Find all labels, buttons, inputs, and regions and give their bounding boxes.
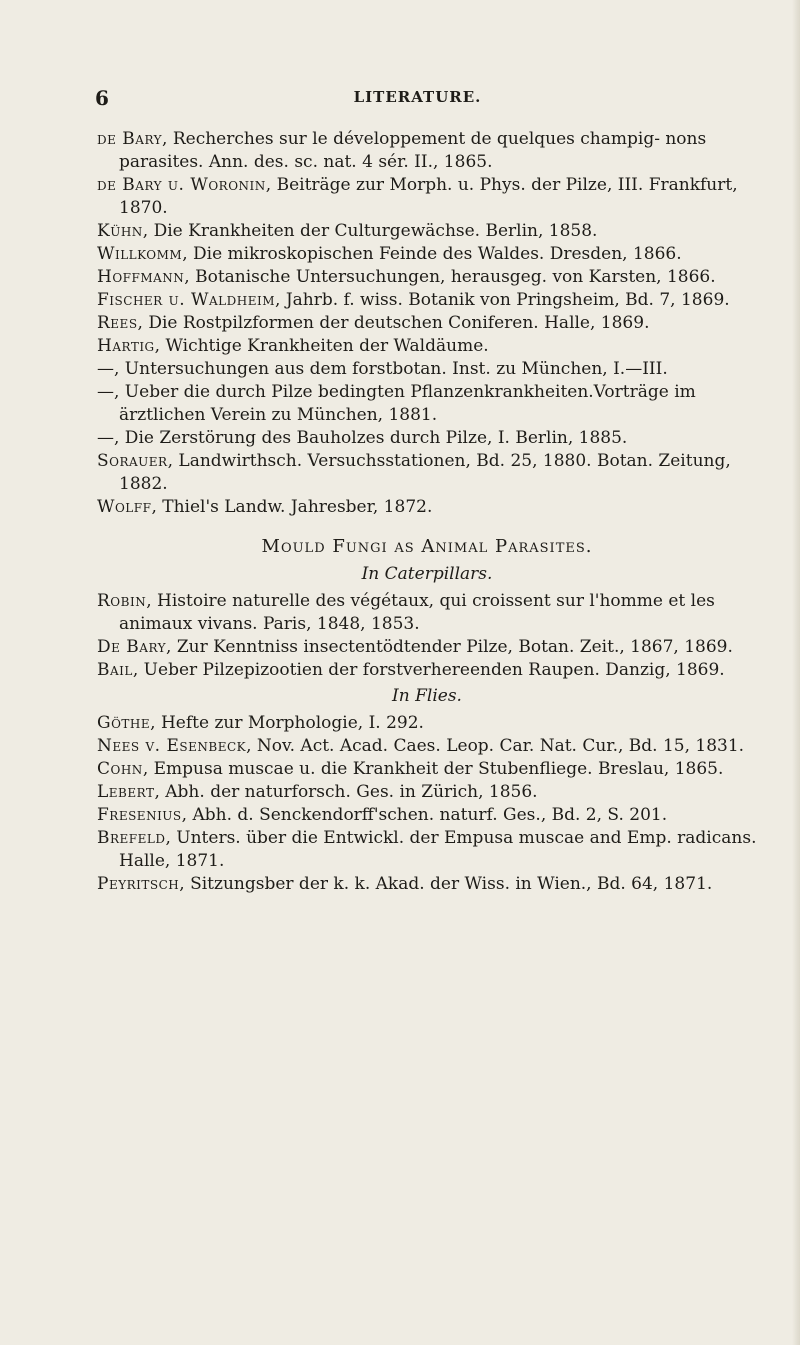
reference-text: , Empusa muscae u. die Krankheit der Stubenfliege. Breslau, 1865. <box>142 759 724 779</box>
subsection-flies: In Flies. <box>392 686 462 706</box>
reference-list-flies <box>97 712 757 896</box>
reference-author: de Bary u. Woronin <box>97 175 266 195</box>
reference-entry <box>97 312 757 335</box>
reference-text: , Abh. d. Senckendorff'schen. naturf. Ges., Bd. 2, S. 201. <box>181 805 668 825</box>
reference-author: de Bary <box>97 129 163 149</box>
page-edge-shadow <box>792 0 800 1345</box>
reference-entry <box>97 243 757 266</box>
reference-list-caterpillars <box>97 590 757 682</box>
reference-entry <box>97 174 757 220</box>
reference-text: , Die mikroskopischen Feinde des Waldes. Dresden, 1866. <box>182 244 682 264</box>
reference-entry <box>97 128 757 174</box>
reference-entry <box>97 450 757 496</box>
reference-entry <box>97 335 757 358</box>
reference-author: Wolff <box>97 497 152 517</box>
reference-text: , Ueber Pilzepizootien der forstverhereenden Raupen. Danzig, 1869. <box>132 660 725 680</box>
reference-entry <box>97 220 757 243</box>
reference-author: Willkomm <box>97 244 183 264</box>
reference-author: Sorauer <box>97 451 168 471</box>
reference-text: , Sitzungsber der k. k. Akad. der Wiss. in Wien., Bd. 64, 1871. <box>179 874 713 894</box>
reference-entry <box>97 712 757 735</box>
reference-text: , Botanische Untersuchungen, herausgeg. von Karsten, 1866. <box>184 267 716 287</box>
reference-entry <box>97 735 757 758</box>
subsection-caterpillars: In Caterpillars. <box>361 564 493 584</box>
reference-author: Brefeld <box>97 828 166 848</box>
reference-text: —, Untersuchungen aus dem forstbotan. Inst. zu München, I.—III. <box>97 359 668 379</box>
reference-entry <box>97 781 757 804</box>
reference-author: Hartig <box>97 336 155 356</box>
reference-entry <box>97 289 757 312</box>
reference-entry <box>97 636 757 659</box>
reference-text: , Landwirthsch. Versuchsstationen, Bd. 25, 1880. Botan. Zeitung, 1882. <box>119 451 731 494</box>
reference-text: —, Ueber die durch Pilze bedingten Pflanzenkrankheiten.Vorträge im ärztlichen Verein zu München, 1881. <box>97 382 696 425</box>
reference-text: , Wichtige Krankheiten der Waldäume. <box>154 336 489 356</box>
reference-entry <box>97 266 757 289</box>
reference-entry <box>97 358 757 381</box>
reference-author: Fischer u. Waldheim <box>97 290 276 310</box>
reference-author: Kühn <box>97 221 143 241</box>
section-title: Mould Fungi as Animal Parasites. <box>261 536 593 557</box>
reference-text: , Hefte zur Morphologie, I. 292. <box>150 713 424 733</box>
reference-entry <box>97 758 757 781</box>
reference-entry <box>97 827 757 873</box>
reference-author: Bail <box>97 660 133 680</box>
reference-text: , Nov. Act. Acad. Caes. Leop. Car. Nat. Cur., Bd. 15, 1831. <box>246 736 745 756</box>
reference-text: , Die Krankheiten der Culturgewächse. Berlin, 1858. <box>142 221 598 241</box>
running-head: LITERATURE. <box>353 88 482 106</box>
reference-author: De Bary <box>97 637 167 657</box>
reference-text: , Die Rostpilzformen der deutschen Coniferen. Halle, 1869. <box>137 313 650 333</box>
reference-text: , Zur Kenntniss insectentödtender Pilze, Botan. Zeit., 1867, 1869. <box>166 637 733 657</box>
reference-entry <box>97 804 757 827</box>
reference-author: Cohn <box>97 759 143 779</box>
reference-author: Robin <box>97 591 147 611</box>
reference-text: , Jahrb. f. wiss. Botanik von Pringsheim, Bd. 7, 1869. <box>275 290 730 310</box>
page-header <box>95 86 740 110</box>
reference-text: —, Die Zerstörung des Bauholzes durch Pilze, I. Berlin, 1885. <box>97 428 628 448</box>
reference-entry <box>97 381 757 427</box>
reference-text: , Thiel's Landw. Jahresber, 1872. <box>151 497 433 517</box>
reference-entry <box>97 496 757 519</box>
reference-text: , Beiträge zur Morph. u. Phys. der Pilze, III. Frankfurt, 1870. <box>119 175 738 218</box>
reference-author: Göthe <box>97 713 151 733</box>
reference-text: , Histoire naturelle des végétaux, qui croissent sur l'homme et les animaux vivans. Paris, 1848, 1853. <box>119 591 715 634</box>
reference-author: Peyritsch <box>97 874 180 894</box>
reference-author: Lebert <box>97 782 155 802</box>
reference-author: Rees <box>97 313 138 333</box>
reference-entry <box>97 590 757 636</box>
reference-entry <box>97 873 757 896</box>
reference-entry <box>97 659 757 682</box>
reference-text: , Unters. über die Entwickl. der Empusa muscae and Emp. radicans. Halle, 1871. <box>119 828 757 871</box>
reference-author: Fresenius <box>97 805 182 825</box>
reference-text: , Abh. der naturforsch. Ges. in Zürich, 1856. <box>154 782 538 802</box>
reference-author: Hoffmann <box>97 267 185 287</box>
reference-text: , Recherches sur le développement de quelques champig- nons parasites. Ann. des. sc. nat. 4 sér. II., 1865. <box>119 129 707 172</box>
reference-list-general <box>97 128 757 519</box>
reference-author: Nees v. Esenbeck <box>97 736 247 756</box>
reference-entry <box>97 427 757 450</box>
page-number: 6 <box>95 86 109 110</box>
bibliography <box>97 128 757 896</box>
